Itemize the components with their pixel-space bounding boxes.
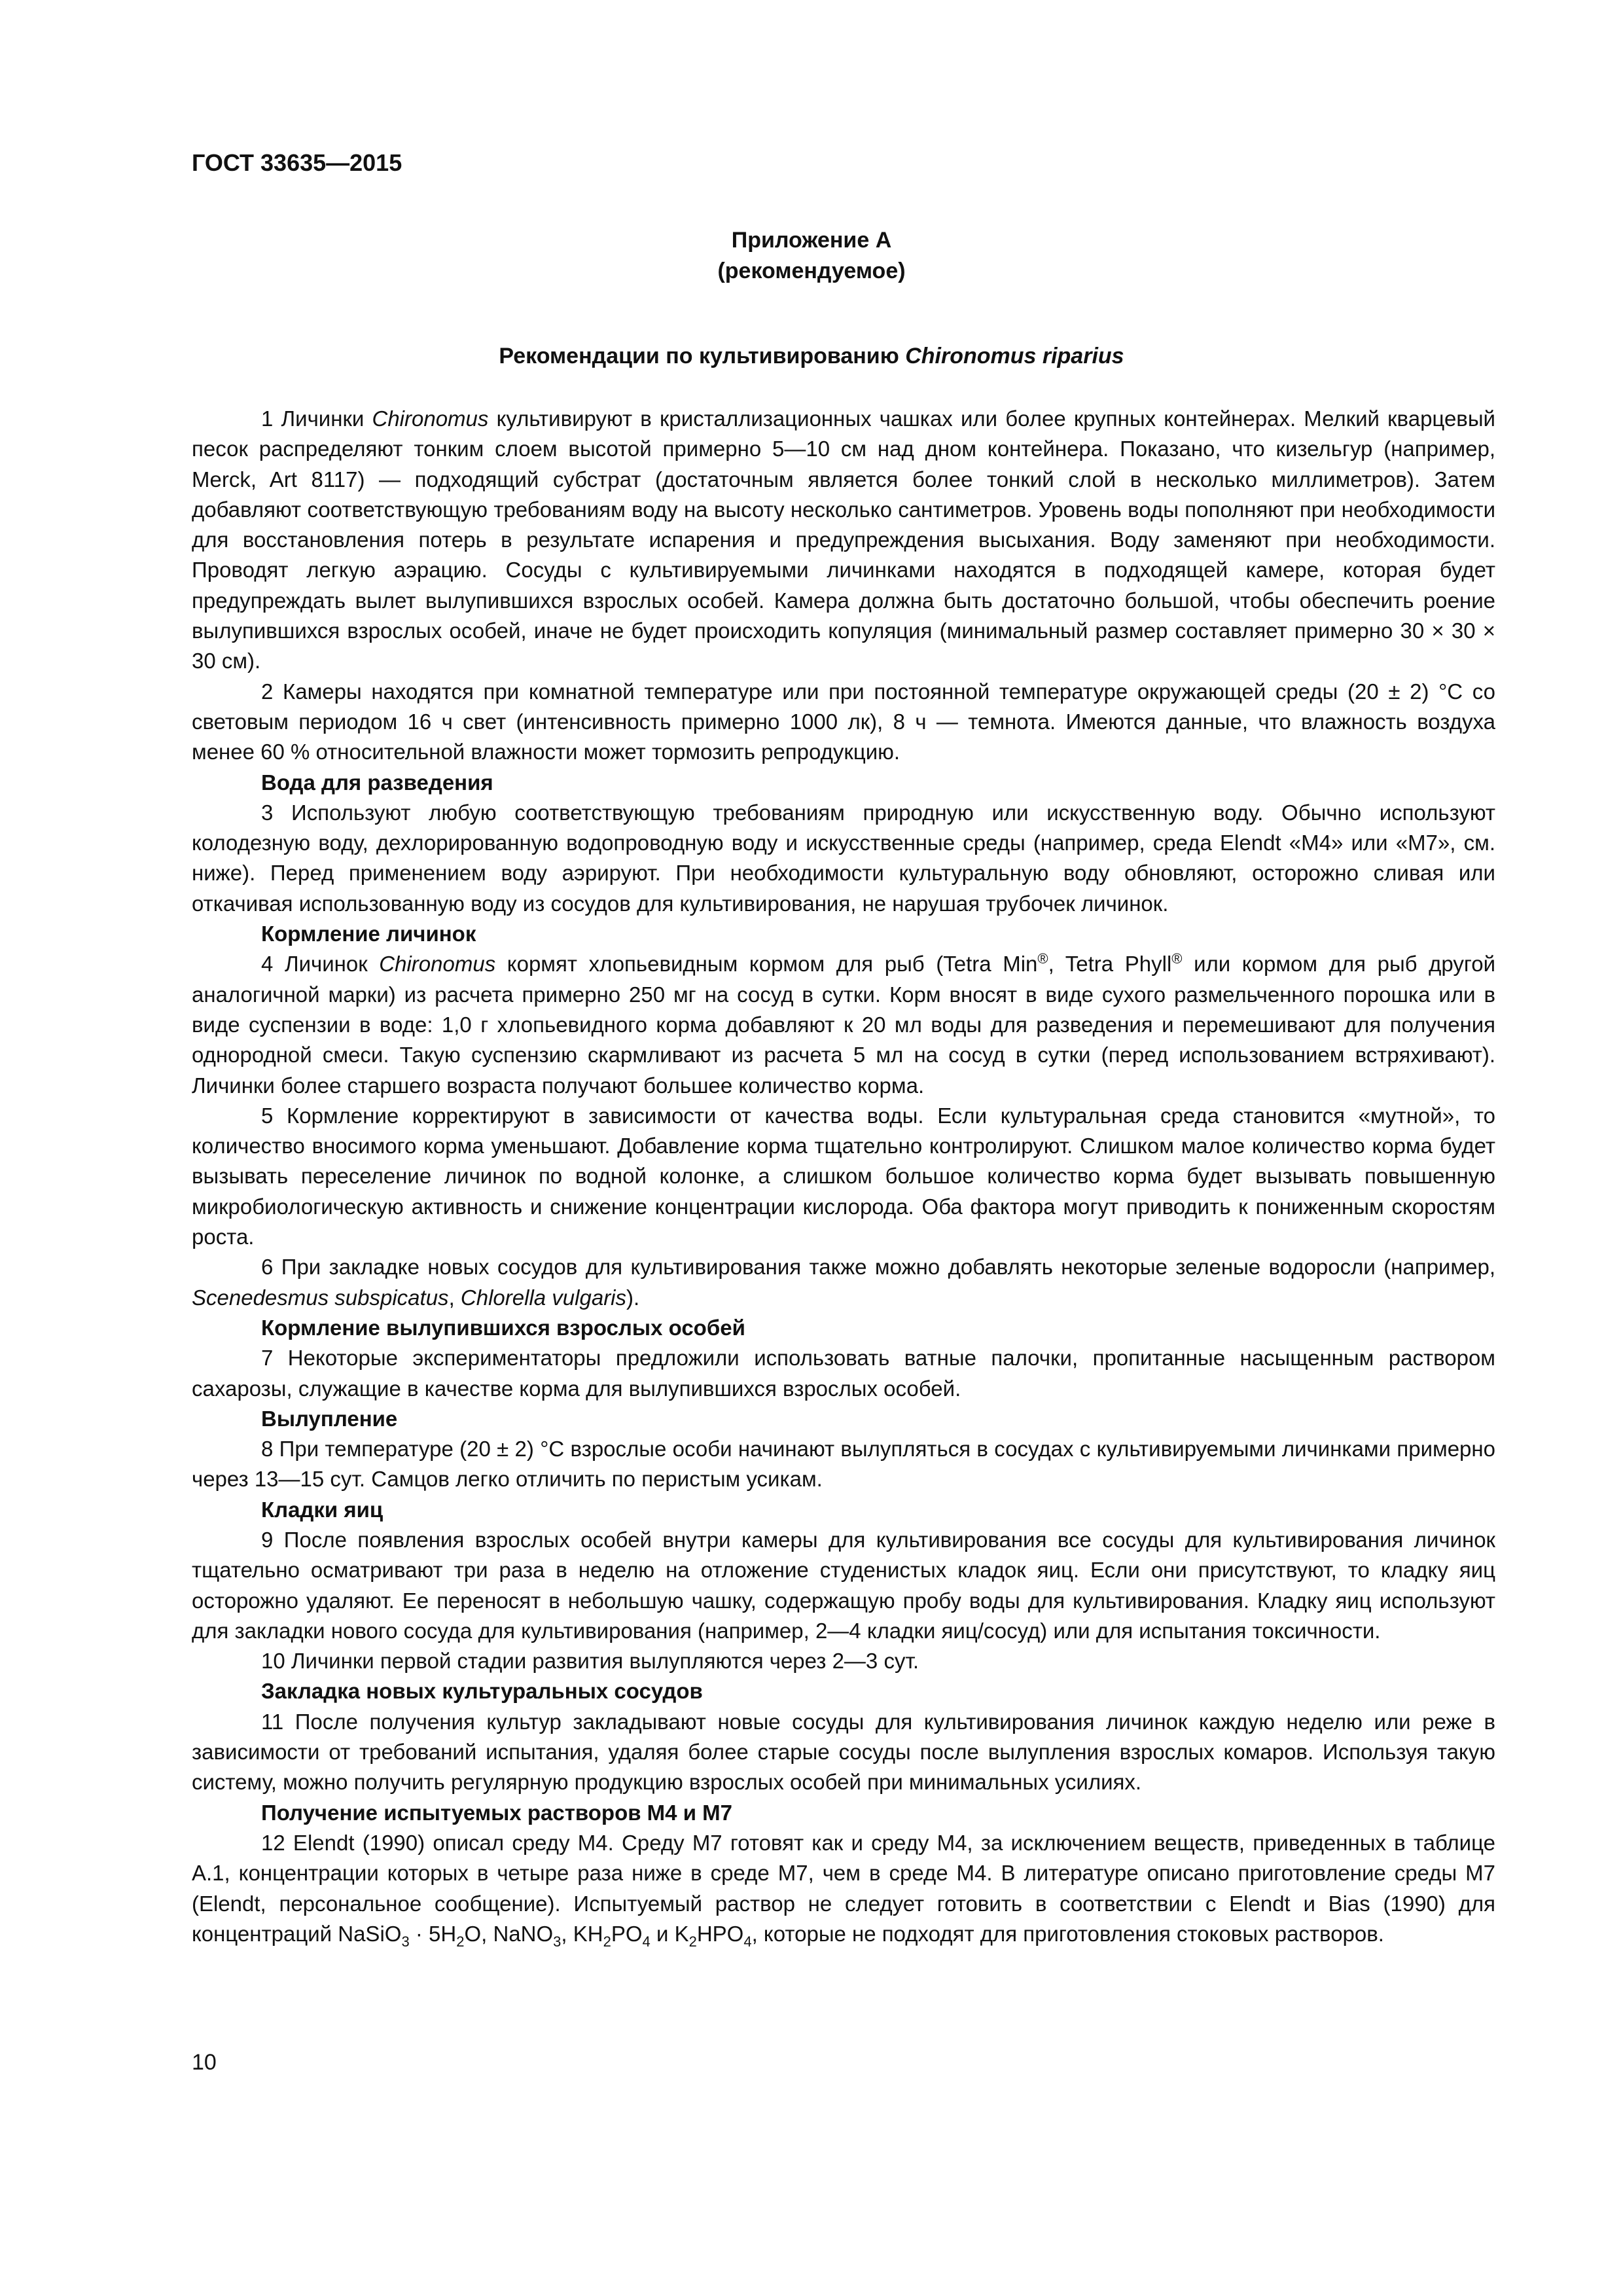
paragraph-5: 5 Кормление корректируют в зависимости от качества воды. Если культуральная среда становится «мутной», то количество вносимого корма уменьшают. Добавление корма тщательно контролируют. Слишком малое количество корма будет вызывать переселение личинок по водной колонке, а слишком большое количество корма будет вызывать повышенную микробиологическую активность и снижение концентрации кислорода. Оба фактора могут приводить к пониженным скоростям роста.	[192, 1103, 1495, 1249]
subscript: 2	[688, 1933, 697, 1950]
text-run: кормят хлопьевидным кормом для рыб (Tetra Min	[495, 952, 1038, 977]
subheading-new-vessels: Закладка новых культуральных сосудов	[261, 1679, 703, 1704]
text-run: культивируют в кристаллизационных чашках или более крупных контейнерах. Мелкий кварцевый песок распределяют тонким слоем высотой примерно 5—10 см над дном контейнера. Показано, что кизельгур (например, Merck, Art 8117) — подходящий субстрат (достаточным является более тонкий слой в несколько миллиметров). Затем добавляют соответствующую требованиям воду на высоту несколько сантиметров. Уровень воды пополняют при необходимости для восстановления потерь в результате испарения и предупреждения высыхания. Воду заменяют при необходимости. Проводят легкую аэрацию. Сосуды с культивируемыми личинками находятся в подходящей камере, которая будет предупреждать вылет вылупившихся взрослых особей. Камера должна быть достаточно большой, чтобы обеспечить роение вылупившихся взрослых особей, иначе не будет происходить копуляция (минимальный размер составляет примерно 30 × 30 × 30 см).	[192, 406, 1495, 673]
subheading-emergence: Вылупление	[261, 1406, 398, 1431]
text-run: PO	[611, 1921, 643, 1946]
subheading-egg-masses: Кладки яиц	[261, 1497, 383, 1522]
subheading-feeding: Кормление личинок	[261, 922, 476, 946]
subheading-water: Вода для разведения	[261, 770, 493, 795]
standard-header: ГОСТ 33635—2015	[192, 149, 402, 176]
text-run: O, NaNO	[464, 1921, 554, 1946]
subscript: 2	[456, 1933, 465, 1950]
subscript: 3	[553, 1933, 562, 1950]
subscript: 3	[401, 1933, 410, 1950]
heading-text: Рекомендации по культивированию	[499, 344, 906, 368]
subscript: 4	[642, 1933, 651, 1950]
text-run: ).	[626, 1285, 640, 1310]
registered-mark: ®	[1037, 950, 1048, 967]
paragraph-7: 7 Некоторые экспериментаторы предложили использовать ватные палочки, пропитанные насыщенным раствором сахарозы, служащие в качестве корма для вылупившихся взрослых особей.	[192, 1346, 1495, 1401]
appendix-title: Приложение А	[731, 228, 892, 253]
paragraph-10: 10 Личинки первой стадии развития вылупляются через 2—3 сут.	[261, 1649, 919, 1674]
subheading-m4-m7: Получение испытуемых растворов M4 и M7	[261, 1800, 732, 1825]
species-name: Chlorella vulgaris	[460, 1285, 627, 1310]
text-run: HPO	[696, 1921, 744, 1946]
text-run: · 5H	[409, 1921, 457, 1946]
text-run: , которые не подходят для приготовления стоковых растворов.	[751, 1921, 1384, 1946]
text-run: и K	[650, 1921, 689, 1946]
species-name: Chironomus	[379, 952, 496, 977]
subscript: 2	[603, 1933, 611, 1950]
paragraph-9: 9 После появления взрослых особей внутри камеры для культивирования все сосуды для культивирования личинок тщательно осматривают три раза в неделю на отложение студенистых кладок яиц. Если они присутствуют, то кладку яиц осторожно удаляют. Ее переносят в небольшую чашку, содержащую пробу воды для культивирования. Кладку яиц используют для закладки нового сосуда для культивирования (например, 2—4 кладки яиц/сосуд) или для испытания токсичности.	[192, 1527, 1495, 1643]
text-run: 12 Elendt (1990) описал среду M4. Среду M7 готовят как и среду M4, за исключением веществ, приведенных в таблице А.1, концентрации которых в четыре раза ниже в среде M7, чем в среде M4. В литературе описано приготовление среды M7 (Elendt, персональное сообщение). Испытуемый раствор не следует готовить в соответствии с Elendt и Bias (1990) для концентраций NaSiO	[192, 1830, 1495, 1946]
species-name: Chironomus	[372, 406, 489, 431]
text-run: 6 При закладке новых сосудов для культивирования также можно добавлять некоторые зеленые водоросли (например,	[261, 1255, 1495, 1280]
paragraph-8: 8 При температуре (20 ± 2) °С взрослые особи начинают вылупляться в сосудах с культивируемыми личинками примерно через 13—15 сут. Самцов легко отличить по перистым усикам.	[192, 1437, 1495, 1492]
paragraph-6	[192, 1252, 1495, 1313]
paragraph-11: 11 После получения культур закладывают новые сосуды для культивирования личинок каждую неделю или реже в зависимости от требований испытания, удаляя более старые сосуды после вылупления взрослых комаров. Используя такую систему, можно получить регулярную продукцию взрослых особей при минимальных усилиях.	[192, 1709, 1495, 1795]
subscript: 4	[743, 1933, 752, 1950]
paragraph-4	[192, 949, 1495, 1100]
text-run: 1 Личинки	[261, 406, 372, 431]
paragraph-12	[192, 1828, 1495, 1949]
text-run: , Tetra Phyll	[1048, 952, 1172, 977]
paragraph-3: 3 Используют любую соответствующую требованиям природную или искусственную воду. Обычно используют колодезную воду, дехлорированную водопроводную воду и искусственные среды (например, среда Elendt «M4» или «M7», см. ниже). Перед применением воду аэрируют. При необходимости культуральную воду обновляют, осторожно сливая или откачивая использованную воду из сосудов для культивирования, не нарушая трубочек личинок.	[192, 800, 1495, 916]
paragraph-2: 2 Камеры находятся при комнатной температуре или при постоянной температуре окружающей среды (20 ± 2) °С со световым периодом 16 ч свет (интенсивность примерно 1000 лк), 8 ч — темнота. Имеются данные, что влажность воздуха менее 60 % относительной влажности может тормозить репродукцию.	[192, 679, 1495, 764]
text-run: или кормом для рыб другой аналогичной марки) из расчета примерно 250 мг на сосуд в сутки. Корм вносят в виде сухого размельченного порошка или в виде суспензии в воде: 1,0 г хлопьевидного корма добавляют к 20 мл воды для разведения и перемешивают для получения однородной смеси. Такую суспензию скармливают из расчета 5 мл на сосуд в сутки (перед использованием встряхивают). Личинки более старшего возраста получают большее количество корма.	[192, 952, 1496, 1098]
page-number: 10	[192, 2050, 217, 2075]
appendix-subtitle: (рекомендуемое)	[717, 259, 906, 283]
heading-species: Chironomus riparius	[905, 344, 1124, 368]
species-name: Scenedesmus subspicatus	[192, 1285, 449, 1310]
document-body	[192, 404, 1495, 1949]
text-run: , KH	[561, 1921, 603, 1946]
subheading-adult-feeding: Кормление вылупившихся взрослых особей	[261, 1315, 745, 1340]
text-run: 4 Личинок	[261, 952, 380, 977]
paragraph-1	[192, 404, 1495, 677]
text-run: ,	[448, 1285, 461, 1310]
section-heading	[0, 344, 1623, 369]
registered-mark: ®	[1171, 950, 1183, 967]
